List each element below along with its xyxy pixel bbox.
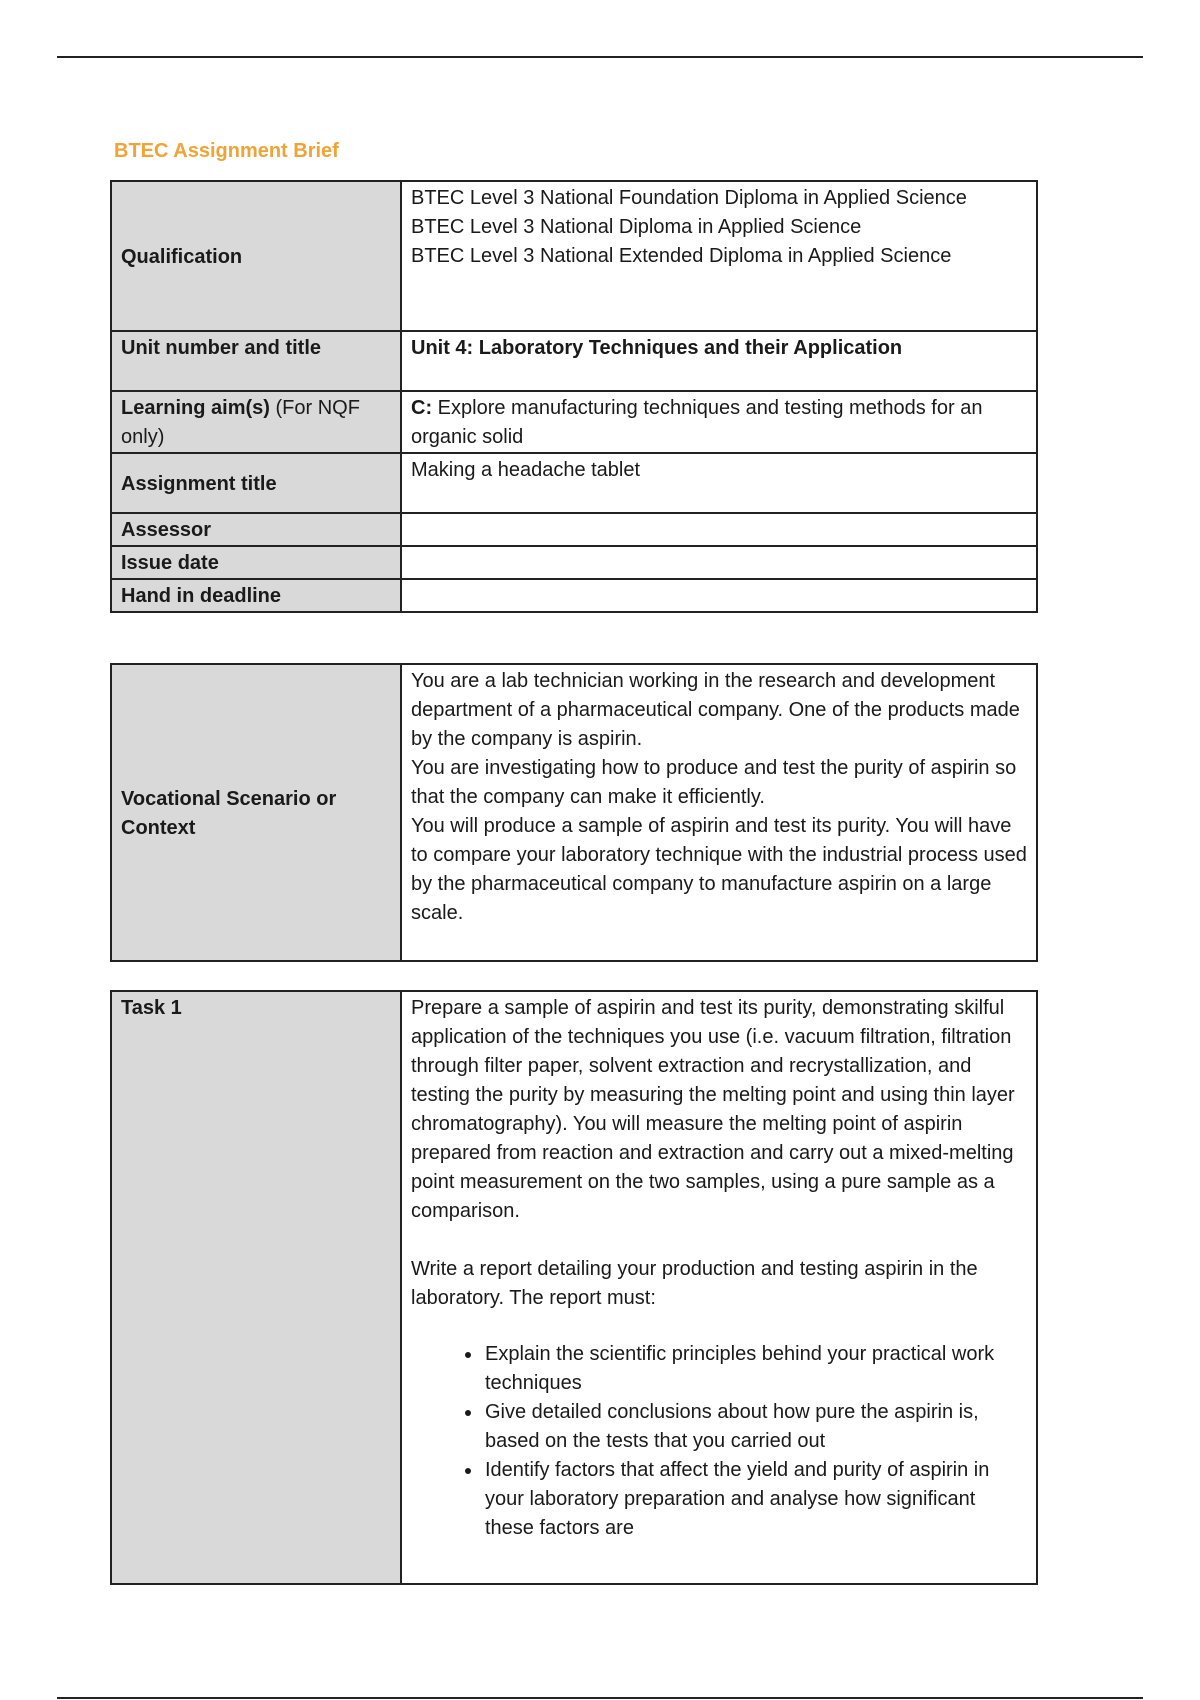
report-requirements-list — [411, 1340, 1027, 1543]
issue-date-value — [401, 546, 1037, 579]
qualification-value — [401, 181, 1037, 331]
footer-rule — [57, 1697, 1143, 1699]
task-paragraph: Write a report detailing your production and testing aspirin in the laboratory. The report must: — [411, 1258, 978, 1309]
context-value — [401, 664, 1037, 961]
header-rule — [57, 56, 1143, 58]
learning-aim-row — [111, 391, 1037, 453]
context-paragraph: You will produce a sample of aspirin and test its purity. You will have to compare your laboratory technique with the industrial process used by the pharmaceutical company to manufacture aspirin on a large scale. — [411, 815, 1027, 924]
assignment-brief-table — [110, 180, 1038, 613]
assessor-row — [111, 513, 1037, 546]
qualification-line: BTEC Level 3 National Diploma in Applied Science — [411, 216, 862, 238]
brief-title: BTEC Assignment Brief — [114, 140, 339, 162]
unit-row — [111, 331, 1037, 391]
context-paragraph: You are investigating how to produce and test the purity of aspirin so that the company can make it efficiently. — [411, 757, 1017, 808]
assignment-title-label: Assignment title — [111, 453, 401, 513]
task-paragraph: Prepare a sample of aspirin and test its purity, demonstrating skilful application of the techniques you use (i.e. vacuum filtration, filtration through filter paper, solvent extraction and recrystallization, and testing the purity by measuring the melting point and using thin layer chromatography). You will measure the melting point of aspirin prepared from reaction and extraction and carry out a mixed-melting point measurement on the two samples, using a pure sample as a comparison. — [411, 997, 1015, 1222]
context-table — [110, 663, 1038, 962]
assignment-title-value: Making a headache tablet — [401, 453, 1037, 513]
assessor-label: Assessor — [111, 513, 401, 546]
learning-aim-label-bold: Learning aim(s) — [121, 397, 270, 419]
qualification-label: Qualification — [111, 181, 401, 331]
context-label: Vocational Scenario or Context — [111, 664, 401, 961]
deadline-value — [401, 579, 1037, 612]
list-item: • Identify factors that affect the yield and purity of aspirin in your laboratory preparation and analyse how significant these factors are — [483, 1456, 1027, 1543]
deadline-label: Hand in deadline — [111, 579, 401, 612]
issue-date-label: Issue date — [111, 546, 401, 579]
learning-aim-code: C: — [411, 397, 433, 419]
unit-value: Unit 4: Laboratory Techniques and their Application — [401, 331, 1037, 391]
task-label: Task 1 — [111, 991, 401, 1584]
task-row — [111, 991, 1037, 1584]
list-item: • Give detailed conclusions about how pure the aspirin is, based on the tests that you carried out — [483, 1398, 1027, 1456]
context-row — [111, 664, 1037, 961]
task-table — [110, 990, 1038, 1585]
deadline-row — [111, 579, 1037, 612]
learning-aim-value — [401, 391, 1037, 453]
learning-aim-label — [111, 391, 401, 453]
unit-label: Unit number and title — [111, 331, 401, 391]
qualification-line: BTEC Level 3 National Foundation Diploma in Applied Science — [411, 187, 967, 209]
issue-date-row — [111, 546, 1037, 579]
learning-aim-text: Explore manufacturing techniques and testing methods for an organic solid — [411, 397, 983, 448]
qualification-line: BTEC Level 3 National Extended Diploma in Applied Science — [411, 245, 952, 267]
context-paragraph: You are a lab technician working in the research and development department of a pharmaceutical company. One of the products made by the company is aspirin. — [411, 670, 1020, 750]
assignment-title-row — [111, 453, 1037, 513]
learning-aim-label-note: (For NQF only) — [121, 397, 360, 448]
qualification-row — [111, 181, 1037, 331]
task-value — [401, 991, 1037, 1584]
assessor-value — [401, 513, 1037, 546]
list-item: • Explain the scientific principles behind your practical work techniques — [483, 1340, 1027, 1398]
